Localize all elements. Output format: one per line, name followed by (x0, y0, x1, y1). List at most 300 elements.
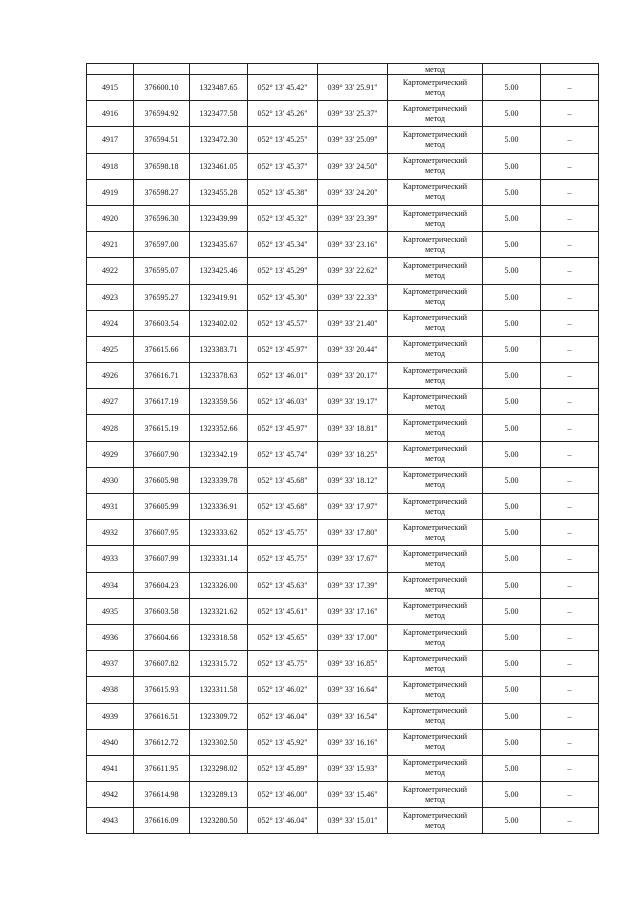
cell-method (388, 310, 483, 336)
cell-method (388, 651, 483, 677)
cell-y: 1323326.00 (190, 572, 248, 598)
table-row (87, 467, 599, 493)
cell-note: – (541, 232, 599, 258)
method-line-1: Картометрический (402, 418, 468, 428)
cell-error: 5.00 (483, 546, 541, 572)
table-row (87, 336, 599, 362)
cell-method (388, 75, 483, 101)
method-line-2: метод (425, 480, 445, 490)
cell-note: – (541, 258, 599, 284)
cell-y: 1323402.02 (190, 310, 248, 336)
cell-x: 376603.58 (134, 598, 190, 624)
cell-note: – (541, 284, 599, 310)
cell-x: 376616.71 (134, 363, 190, 389)
method-line-2: метод (425, 585, 445, 595)
cell-lat: 052° 13' 45.25" (248, 127, 318, 153)
cell-x: 376600.10 (134, 75, 190, 101)
cell-x: 376605.98 (134, 467, 190, 493)
method-line-2: метод (425, 297, 445, 307)
cell-error: 5.00 (483, 624, 541, 650)
cell-num: 4934 (87, 572, 134, 598)
cell-note: – (541, 389, 599, 415)
cell-error: 5.00 (483, 258, 541, 284)
cell-note: – (541, 441, 599, 467)
table-row (87, 703, 599, 729)
cell-y: 1323315.72 (190, 651, 248, 677)
method-line-2: метод (425, 139, 445, 149)
cell-error: 5.00 (483, 467, 541, 493)
method-line-2: метод (425, 663, 445, 673)
method-line-1: Картометрический (402, 522, 468, 532)
cell-note: – (541, 572, 599, 598)
cell-lat: 052° 13' 45.65" (248, 624, 318, 650)
cell-x: 376611.95 (134, 755, 190, 781)
method-line-2: метод (425, 323, 445, 333)
cell-error: 5.00 (483, 205, 541, 231)
table-row (87, 258, 599, 284)
table-row (87, 598, 599, 624)
cell-lat: 052° 13' 45.34" (248, 232, 318, 258)
cell-error: 5.00 (483, 441, 541, 467)
cell-num (87, 64, 134, 75)
cell-x: 376598.18 (134, 153, 190, 179)
cell-x: 376594.92 (134, 101, 190, 127)
cell-error: 5.00 (483, 415, 541, 441)
method-line-1: Картометрический (402, 679, 468, 689)
table-row (87, 755, 599, 781)
cell-error: 5.00 (483, 336, 541, 362)
cell-error: 5.00 (483, 494, 541, 520)
cell-lat (248, 64, 318, 75)
cell-error: 5.00 (483, 755, 541, 781)
cell-error: 5.00 (483, 75, 541, 101)
cell-num: 4922 (87, 258, 134, 284)
cell-num: 4936 (87, 624, 134, 650)
cell-x: 376617.19 (134, 389, 190, 415)
cell-lat: 052° 13' 46.02" (248, 677, 318, 703)
cell-method (388, 336, 483, 362)
cell-method (388, 624, 483, 650)
table-row (87, 729, 599, 755)
cell-num: 4925 (87, 336, 134, 362)
method-line-1: Картометрический (402, 706, 468, 716)
method-line-2: метод (425, 218, 445, 228)
method-line-1: Картометрический (402, 182, 468, 192)
table-row (87, 546, 599, 572)
method-line-1: Картометрический (402, 810, 468, 820)
cell-note: – (541, 755, 599, 781)
method-line-2: метод (425, 532, 445, 542)
cell-y (190, 64, 248, 75)
cell-method (388, 467, 483, 493)
cell-x: 376615.66 (134, 336, 190, 362)
cell-lon: 039° 33' 17.67" (318, 546, 388, 572)
method-line-1: Картометрический (402, 260, 468, 270)
cell-lon: 039° 33' 17.80" (318, 520, 388, 546)
table-row (87, 75, 599, 101)
cell-method (388, 755, 483, 781)
cell-error: 5.00 (483, 808, 541, 834)
cell-lon: 039° 33' 17.16" (318, 598, 388, 624)
cell-lat: 052° 13' 45.29" (248, 258, 318, 284)
cell-x: 376595.27 (134, 284, 190, 310)
cell-lon: 039° 33' 25.91" (318, 75, 388, 101)
cell-y: 1323477.58 (190, 101, 248, 127)
cell-lat: 052° 13' 45.38" (248, 179, 318, 205)
cell-y: 1323309.72 (190, 703, 248, 729)
cell-note: – (541, 179, 599, 205)
method-line-2: метод (425, 192, 445, 202)
method-line-1: Картометрический (402, 77, 468, 87)
cell-error: 5.00 (483, 703, 541, 729)
cell-lat: 052° 13' 45.75" (248, 651, 318, 677)
cell-note: – (541, 310, 599, 336)
cell-num: 4926 (87, 363, 134, 389)
cell-lon: 039° 33' 24.50" (318, 153, 388, 179)
cell-y: 1323439.99 (190, 205, 248, 231)
cell-lon: 039° 33' 16.16" (318, 729, 388, 755)
cell-num: 4920 (87, 205, 134, 231)
cell-y: 1323342.19 (190, 441, 248, 467)
table-row (87, 389, 599, 415)
table-row (87, 520, 599, 546)
cell-y: 1323289.13 (190, 782, 248, 808)
cell-error: 5.00 (483, 677, 541, 703)
method-line-2: метод (425, 454, 445, 464)
cell-lon: 039° 33' 18.81" (318, 415, 388, 441)
cell-lat: 052° 13' 45.68" (248, 467, 318, 493)
cell-num: 4930 (87, 467, 134, 493)
cell-error: 5.00 (483, 389, 541, 415)
cell-method (388, 284, 483, 310)
cell-num: 4917 (87, 127, 134, 153)
method-line-1: Картометрический (402, 156, 468, 166)
table-row (87, 651, 599, 677)
coordinates-table (86, 63, 599, 834)
cell-lon: 039° 33' 23.39" (318, 205, 388, 231)
cell-lon: 039° 33' 15.01" (318, 808, 388, 834)
cell-x: 376594.51 (134, 127, 190, 153)
method-line-2: метод (425, 820, 445, 830)
cell-x: 376605.99 (134, 494, 190, 520)
cell-note: – (541, 808, 599, 834)
cell-y: 1323378.63 (190, 363, 248, 389)
table-row (87, 310, 599, 336)
cell-x: 376616.09 (134, 808, 190, 834)
cell-x: 376607.90 (134, 441, 190, 467)
method-line-2: метод (425, 401, 445, 411)
cell-lat: 052° 13' 45.37" (248, 153, 318, 179)
method-line-1: Картометрический (402, 339, 468, 349)
cell-lon (318, 64, 388, 75)
table-row (87, 808, 599, 834)
cell-num: 4915 (87, 75, 134, 101)
cell-lat: 052° 13' 45.32" (248, 205, 318, 231)
cell-x: 376615.93 (134, 677, 190, 703)
cell-error: 5.00 (483, 101, 541, 127)
cell-lon: 039° 33' 22.62" (318, 258, 388, 284)
table-row (87, 127, 599, 153)
cell-num: 4919 (87, 179, 134, 205)
cell-num: 4940 (87, 729, 134, 755)
cell-note: – (541, 703, 599, 729)
cell-x: 376603.54 (134, 310, 190, 336)
cell-lat: 052° 13' 45.97" (248, 415, 318, 441)
cell-x: 376596.30 (134, 205, 190, 231)
method-line-1: Картометрический (402, 365, 468, 375)
cell-num: 4928 (87, 415, 134, 441)
method-line-2: метод (425, 716, 445, 726)
cell-lon: 039° 33' 16.85" (318, 651, 388, 677)
table-row (87, 153, 599, 179)
cell-note: – (541, 127, 599, 153)
cell-num: 4939 (87, 703, 134, 729)
cell-x: 376612.72 (134, 729, 190, 755)
cell-note: – (541, 494, 599, 520)
cell-lon: 039° 33' 17.97" (318, 494, 388, 520)
cell-y: 1323298.02 (190, 755, 248, 781)
cell-x: 376604.66 (134, 624, 190, 650)
cell-error: 5.00 (483, 179, 541, 205)
cell-lon: 039° 33' 15.46" (318, 782, 388, 808)
method-line-2: метод (425, 611, 445, 621)
method-line-2: метод (425, 375, 445, 385)
cell-error: 5.00 (483, 310, 541, 336)
cell-y: 1323318.58 (190, 624, 248, 650)
cell-lat: 052° 13' 45.61" (248, 598, 318, 624)
cell-error: 5.00 (483, 153, 541, 179)
cell-lat: 052° 13' 45.26" (248, 101, 318, 127)
cell-method (388, 598, 483, 624)
cell-x: 376607.99 (134, 546, 190, 572)
cell-x: 376604.23 (134, 572, 190, 598)
cell-num: 4918 (87, 153, 134, 179)
cell-lon: 039° 33' 25.09" (318, 127, 388, 153)
document-page (86, 63, 598, 834)
table-row (87, 441, 599, 467)
cell-lat: 052° 13' 46.00" (248, 782, 318, 808)
method-line-2: метод (425, 768, 445, 778)
cell-x: 376597.00 (134, 232, 190, 258)
method-line-1: Картометрический (402, 129, 468, 139)
cell-note: – (541, 415, 599, 441)
cell-num: 4927 (87, 389, 134, 415)
table-row (87, 363, 599, 389)
cell-lat: 052° 13' 45.68" (248, 494, 318, 520)
method-line-2: метод (425, 349, 445, 359)
cell-lat: 052° 13' 45.57" (248, 310, 318, 336)
cell-note: – (541, 153, 599, 179)
cell-method (388, 415, 483, 441)
cell-method (388, 546, 483, 572)
cell-num: 4937 (87, 651, 134, 677)
cell-lat: 052° 13' 45.75" (248, 546, 318, 572)
cell-method (388, 258, 483, 284)
cell-lat: 052° 13' 45.92" (248, 729, 318, 755)
cell-error: 5.00 (483, 127, 541, 153)
cell-lat: 052° 13' 46.03" (248, 389, 318, 415)
table-row (87, 494, 599, 520)
cell-error: 5.00 (483, 598, 541, 624)
method-line-2: метод (425, 113, 445, 123)
cell-note: – (541, 651, 599, 677)
cell-lon: 039° 33' 17.00" (318, 624, 388, 650)
cell-note: – (541, 546, 599, 572)
method-line-1: Картометрический (402, 732, 468, 742)
method-line-2: метод (425, 506, 445, 516)
method-line-2: метод (425, 689, 445, 699)
cell-method (388, 205, 483, 231)
cell-lat: 052° 13' 46.01" (248, 363, 318, 389)
table-row (87, 677, 599, 703)
cell-method (388, 363, 483, 389)
cell-method (388, 127, 483, 153)
cell-num: 4942 (87, 782, 134, 808)
cell-num: 4931 (87, 494, 134, 520)
cell-lon: 039° 33' 18.12" (318, 467, 388, 493)
cell-num: 4933 (87, 546, 134, 572)
table-row (87, 782, 599, 808)
cell-y: 1323280.50 (190, 808, 248, 834)
cell-lat: 052° 13' 45.42" (248, 75, 318, 101)
method-line-1: Картометрический (402, 391, 468, 401)
cell-note: – (541, 101, 599, 127)
cell-lat: 052° 13' 45.89" (248, 755, 318, 781)
cell-note (541, 64, 599, 75)
cell-method: метод (388, 64, 483, 75)
cell-lat: 052° 13' 46.04" (248, 808, 318, 834)
cell-note: – (541, 677, 599, 703)
cell-error: 5.00 (483, 232, 541, 258)
cell-y: 1323321.62 (190, 598, 248, 624)
cell-lat: 052° 13' 45.30" (248, 284, 318, 310)
table-body (87, 64, 599, 834)
cell-y: 1323383.71 (190, 336, 248, 362)
cell-lon: 039° 33' 19.17" (318, 389, 388, 415)
method-line-1: Картометрический (402, 784, 468, 794)
cell-note: – (541, 363, 599, 389)
cell-y: 1323419.91 (190, 284, 248, 310)
method-line-1: Картометрический (402, 575, 468, 585)
method-line-1: Картометрический (402, 653, 468, 663)
method-line-2: метод (425, 558, 445, 568)
cell-lon: 039° 33' 20.44" (318, 336, 388, 362)
cell-lat: 052° 13' 45.97" (248, 336, 318, 362)
cell-lat: 052° 13' 45.74" (248, 441, 318, 467)
cell-error (483, 64, 541, 75)
cell-num: 4924 (87, 310, 134, 336)
cell-x: 376607.82 (134, 651, 190, 677)
method-line-2: метод (425, 244, 445, 254)
cell-note: – (541, 336, 599, 362)
table-row (87, 284, 599, 310)
method-line-1: Картометрический (402, 234, 468, 244)
cell-y: 1323336.91 (190, 494, 248, 520)
cell-method (388, 782, 483, 808)
cell-method (388, 232, 483, 258)
cell-y: 1323435.67 (190, 232, 248, 258)
cell-y: 1323302.50 (190, 729, 248, 755)
method-line-2: метод (425, 742, 445, 752)
cell-lat: 052° 13' 45.63" (248, 572, 318, 598)
cell-lon: 039° 33' 22.33" (318, 284, 388, 310)
table-row (87, 232, 599, 258)
method-line-1: Картометрический (402, 601, 468, 611)
cell-num: 4923 (87, 284, 134, 310)
cell-num: 4916 (87, 101, 134, 127)
method-line-2: метод (425, 87, 445, 97)
method-line-1: Картометрический (402, 313, 468, 323)
cell-method (388, 703, 483, 729)
cell-error: 5.00 (483, 782, 541, 808)
cell-error: 5.00 (483, 572, 541, 598)
cell-y: 1323352.66 (190, 415, 248, 441)
cell-y: 1323425.46 (190, 258, 248, 284)
cell-lat: 052° 13' 45.75" (248, 520, 318, 546)
cell-method (388, 153, 483, 179)
cell-method (388, 101, 483, 127)
continuation-row (87, 64, 599, 75)
cell-y: 1323331.14 (190, 546, 248, 572)
method-line-1: Картометрический (402, 208, 468, 218)
cell-note: – (541, 782, 599, 808)
method-line-1: Картометрический (402, 287, 468, 297)
method-line-1: Картометрический (402, 627, 468, 637)
cell-x: 376607.95 (134, 520, 190, 546)
cell-y: 1323311.58 (190, 677, 248, 703)
method-line-1: Картометрический (402, 470, 468, 480)
cell-method (388, 572, 483, 598)
cell-num: 4929 (87, 441, 134, 467)
cell-error: 5.00 (483, 284, 541, 310)
cell-method (388, 677, 483, 703)
cell-note: – (541, 598, 599, 624)
cell-lon: 039° 33' 15.93" (318, 755, 388, 781)
cell-num: 4921 (87, 232, 134, 258)
method-line-2: метод (425, 637, 445, 647)
cell-y: 1323487.65 (190, 75, 248, 101)
table-row (87, 205, 599, 231)
cell-lon: 039° 33' 16.64" (318, 677, 388, 703)
method-line-2: метод (425, 166, 445, 176)
cell-x: 376616.51 (134, 703, 190, 729)
cell-error: 5.00 (483, 520, 541, 546)
cell-note: – (541, 467, 599, 493)
cell-x: 376595.07 (134, 258, 190, 284)
cell-num: 4938 (87, 677, 134, 703)
cell-method (388, 520, 483, 546)
cell-note: – (541, 520, 599, 546)
cell-lon: 039° 33' 23.16" (318, 232, 388, 258)
method-line-1: Картометрический (402, 444, 468, 454)
method-line-2: метод (425, 428, 445, 438)
cell-x: 376614.98 (134, 782, 190, 808)
table-row (87, 179, 599, 205)
cell-method (388, 808, 483, 834)
cell-note: – (541, 75, 599, 101)
method-line-2: метод (425, 794, 445, 804)
cell-y: 1323455.28 (190, 179, 248, 205)
method-line-1: Картометрический (402, 758, 468, 768)
cell-note: – (541, 205, 599, 231)
cell-method (388, 494, 483, 520)
cell-lon: 039° 33' 18.25" (318, 441, 388, 467)
method-line-1: Картометрический (402, 548, 468, 558)
cell-method (388, 389, 483, 415)
cell-note: – (541, 624, 599, 650)
method-line-2: метод (425, 270, 445, 280)
cell-y: 1323339.78 (190, 467, 248, 493)
